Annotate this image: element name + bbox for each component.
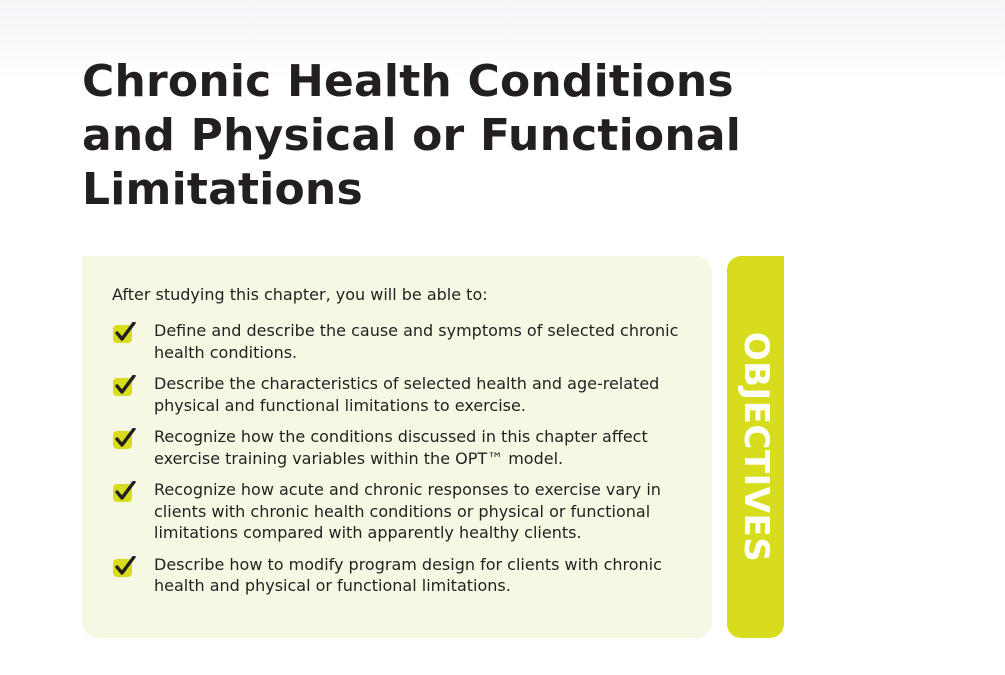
checkbox-icon [112, 481, 136, 503]
objective-item [112, 320, 692, 363]
objective-item [112, 554, 692, 597]
objective-item [112, 426, 692, 469]
objective-item [112, 479, 692, 544]
page-title: Chronic Health Conditions and Physical or Functional Limitations [82, 56, 742, 215]
objective-item [112, 373, 692, 416]
objectives-box [82, 256, 712, 638]
objective-text: Recognize how the conditions discussed in this chapter affect exercise training variables within the OPT™ model. [154, 427, 648, 468]
checkbox-icon [112, 556, 136, 578]
checkbox-icon [112, 322, 136, 344]
objective-text: Recognize how acute and chronic responses to exercise vary in clients with chronic health conditions or physical or functional limitations compared with apparently healthy clients. [154, 480, 661, 542]
checkbox-icon [112, 428, 136, 450]
objective-text: Define and describe the cause and symptoms of selected chronic health conditions. [154, 321, 679, 362]
objectives-tab [727, 256, 784, 638]
objective-text: Describe the characteristics of selected health and age-related physical and functional limitations to exercise. [154, 374, 660, 415]
checkbox-icon [112, 375, 136, 397]
objectives-tab-label: OBJECTIVES [735, 331, 776, 563]
objective-text: Describe how to modify program design for clients with chronic health and physical or functional limitations. [154, 554, 662, 595]
objectives-list [112, 320, 692, 607]
objectives-intro: After studying this chapter, you will be able to: [112, 285, 488, 304]
